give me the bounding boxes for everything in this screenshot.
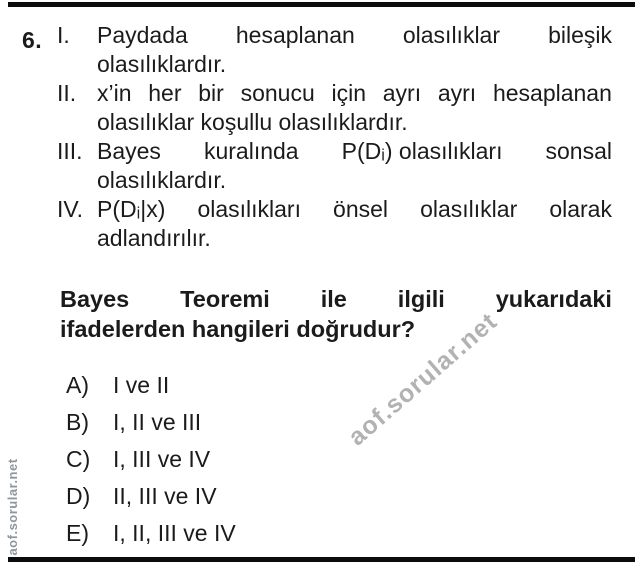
statement-line: olasılıklar koşullu olasılıklardır. xyxy=(97,109,408,135)
option-text: I, II, III ve IV xyxy=(113,520,236,546)
option-letter: A) xyxy=(66,372,89,398)
option-letter: E) xyxy=(66,520,89,546)
bottom-rule-bar xyxy=(8,557,635,562)
question-line-1: Bayes Teoremi ile ilgili yukarıdaki xyxy=(60,286,612,312)
answer-option-e xyxy=(66,515,236,552)
statement-text xyxy=(97,79,612,137)
statement-line: olasılıklardır. xyxy=(97,167,227,193)
statement-text xyxy=(97,21,612,79)
answer-option-a xyxy=(66,367,236,404)
question-text xyxy=(60,284,612,344)
statement-text xyxy=(97,195,612,253)
option-text: I ve II xyxy=(113,372,170,398)
option-letter: D) xyxy=(66,483,91,509)
option-letter: B) xyxy=(66,409,89,435)
statement-numeral: I. xyxy=(57,22,70,48)
answer-option-c xyxy=(66,441,236,478)
question-line-2: ifadelerden hangileri doğrudur? xyxy=(60,316,416,342)
watermark-diagonal: aof.sorular.net xyxy=(342,307,503,452)
statement-line: x’in her bir sonucu için ayrı ayrı hesaplanan xyxy=(97,80,612,106)
watermark-vertical: aof.sorular.net xyxy=(5,458,20,556)
option-letter: C) xyxy=(66,446,91,472)
top-rule-bar xyxy=(8,2,635,7)
answer-option-b xyxy=(66,404,236,441)
statement-numeral: III. xyxy=(57,138,83,164)
question-number: 6. xyxy=(22,27,43,53)
statement-list xyxy=(57,21,612,253)
statement-numeral: IV. xyxy=(57,196,84,222)
statement-numeral: II. xyxy=(57,80,77,106)
option-text: I, II ve III xyxy=(113,409,202,435)
answer-option-d xyxy=(66,478,236,515)
statement-line: Bayes kuralında P(Dᵢ) olasılıkları sonsal xyxy=(97,138,612,164)
statement-line: adlandırılır. xyxy=(97,225,211,251)
statement-line: olasılıklardır. xyxy=(97,51,227,77)
statement-line: Paydada hesaplanan olasılıklar bileşik xyxy=(97,22,612,48)
statement-item-4 xyxy=(57,195,612,253)
statement-item-2 xyxy=(57,79,612,137)
statement-text xyxy=(97,137,612,195)
option-text: II, III ve IV xyxy=(113,483,217,509)
statement-line: P(Dᵢ|x) olasılıkları önsel olasılıklar olarak xyxy=(97,196,612,222)
statement-item-1 xyxy=(57,21,612,79)
option-text: I, III ve IV xyxy=(113,446,211,472)
statement-item-3 xyxy=(57,137,612,195)
answer-options xyxy=(66,367,236,552)
